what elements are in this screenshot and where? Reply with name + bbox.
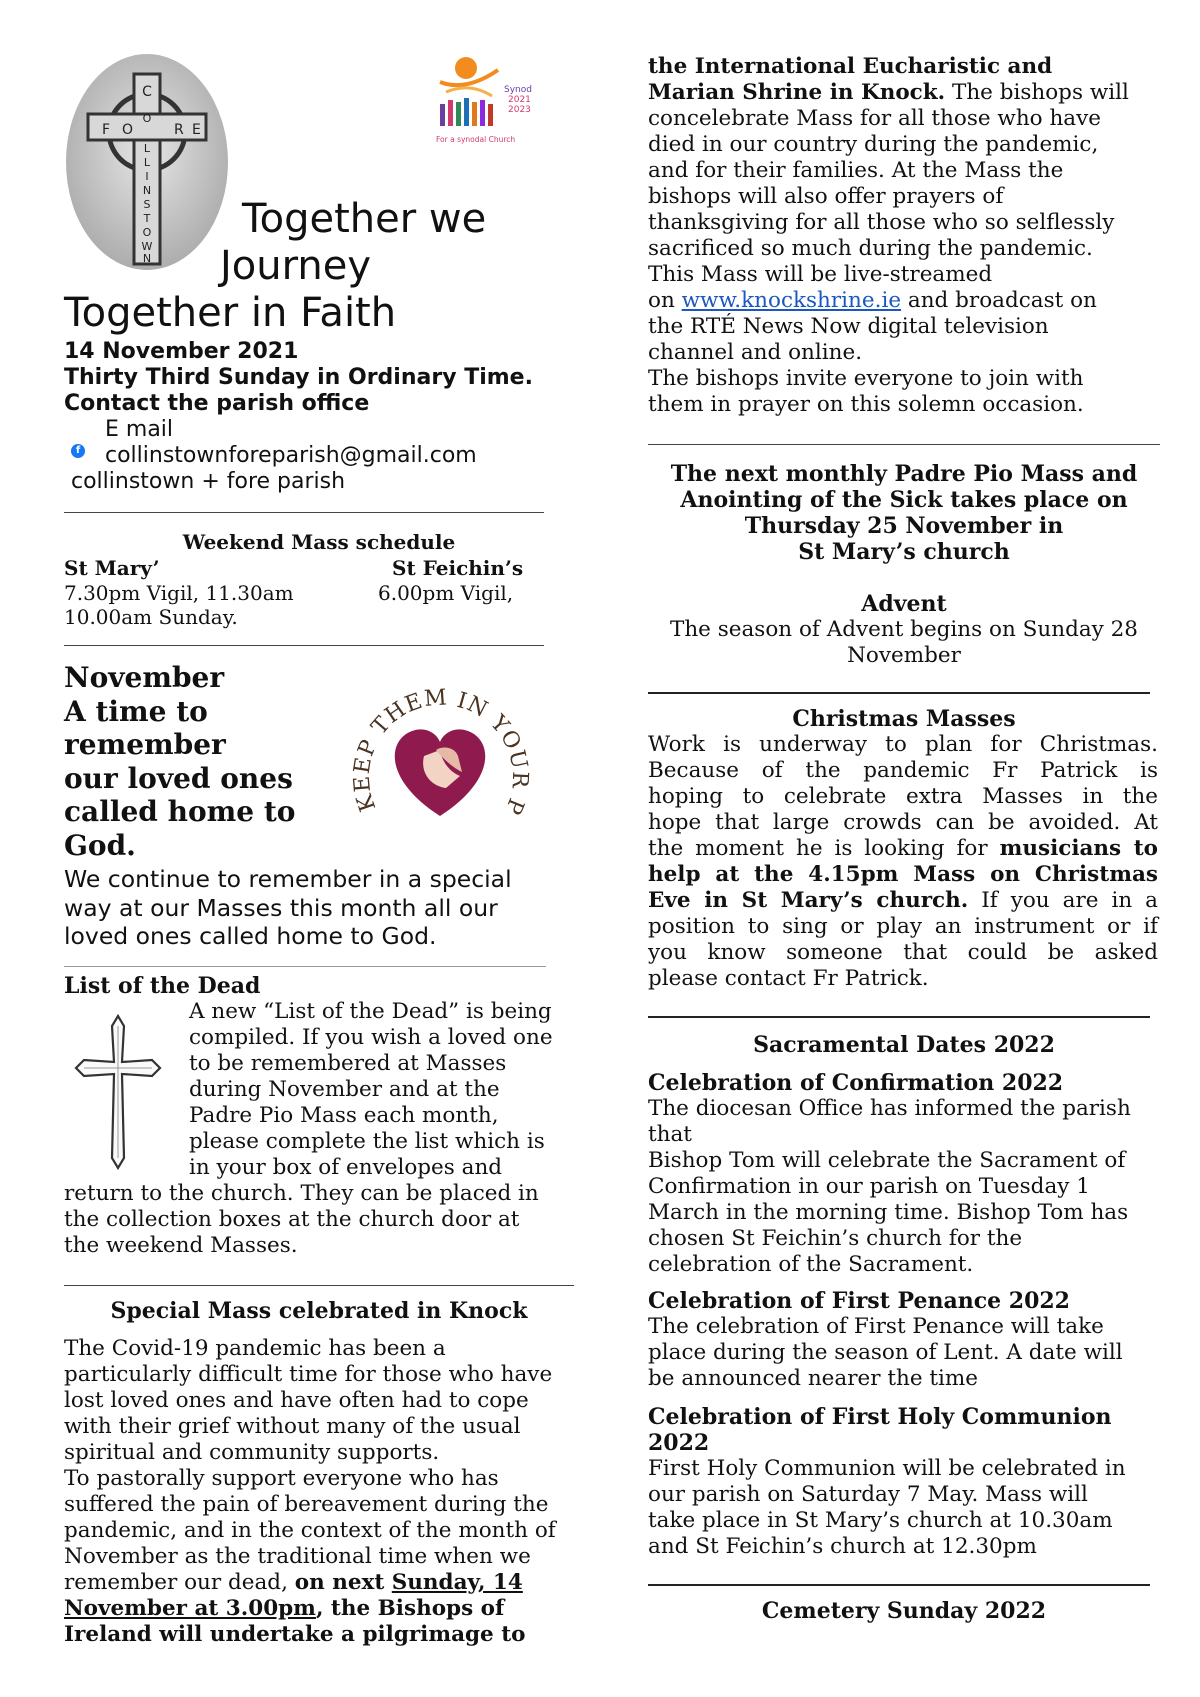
christmas-line: position to sing or play an instrument or if xyxy=(648,914,1158,939)
knock-continued xyxy=(648,54,1129,418)
penance-body xyxy=(648,1314,1123,1392)
divider xyxy=(648,692,1150,694)
svg-text:O: O xyxy=(122,122,134,138)
knock-text: remember our dead, xyxy=(64,1570,295,1595)
knock-cont-text: on xyxy=(648,288,682,313)
christmas-heading: Christmas Masses xyxy=(792,706,1016,732)
divider xyxy=(648,1016,1150,1018)
confirmation-line: chosen St Feichin’s church for the xyxy=(648,1226,1023,1251)
dead-list-line: in your box of envelopes and xyxy=(189,1155,503,1180)
svg-text:F: F xyxy=(102,122,111,138)
penance-line: The celebration of First Penance will take xyxy=(648,1314,1104,1339)
st-mary-times-1: 7.30pm Vigil, 11.30am xyxy=(64,581,294,605)
svg-text:N: N xyxy=(142,184,152,197)
christmas-line-musicians xyxy=(648,836,1158,862)
knock-cont-text: The bishops will xyxy=(945,80,1129,105)
november-heading-line: A time to xyxy=(64,694,208,728)
knock-line-pilgrimage: Ireland will undertake a pilgrimage to xyxy=(64,1622,526,1647)
svg-text:E: E xyxy=(192,122,201,138)
knock-cont-line: and for their families. At the Mass the xyxy=(648,158,1064,183)
padre-pio-line: The next monthly Padre Pio Mass and xyxy=(670,461,1138,487)
christmas-line: hoping to celebrate extra Masses in the xyxy=(648,784,1158,809)
knock-heading: Special Mass celebrated in Knock xyxy=(110,1298,528,1324)
christmas-line: hope that large crowds can be avoided. At xyxy=(648,810,1158,835)
confirmation-line: Confirmation in our parish on Tuesday 1 xyxy=(648,1174,1090,1199)
padre-pio-line: Anointing of the Sick takes place on xyxy=(680,487,1128,513)
padre-pio-line: St Mary’s church xyxy=(798,539,1010,565)
svg-text:C: C xyxy=(142,84,152,100)
title-line-2: Journey xyxy=(220,243,371,289)
dead-list-body-indented xyxy=(189,999,553,1181)
email-label: E mail xyxy=(105,417,174,442)
knock-cont-line: the International Eucharistic and xyxy=(648,54,1053,79)
communion-heading-line: Celebration of First Holy Communion xyxy=(648,1404,1112,1430)
parish-email[interactable]: collinstownforeparish@gmail.com xyxy=(105,443,477,468)
november-heading-line: our loved ones xyxy=(64,761,293,795)
confirmation-heading: Celebration of Confirmation 2022 xyxy=(648,1070,1064,1096)
christmas-body xyxy=(648,732,1158,992)
contact-heading: Contact the parish office xyxy=(64,391,370,416)
title-line-3: Together in Faith xyxy=(64,290,397,336)
knock-cont-text: and broadcast on xyxy=(901,288,1097,313)
dead-list-line: during November and at the xyxy=(189,1077,500,1102)
christmas-text: the moment he is looking for xyxy=(648,836,1000,861)
knock-line: pandemic, and in the context of the month of xyxy=(64,1518,556,1543)
synod-tagline: For a synodal Church xyxy=(436,135,516,144)
knock-cont-line: sacrificed so much during the pandemic. xyxy=(648,236,1093,261)
svg-text:W: W xyxy=(141,240,153,253)
cemetery-heading: Cemetery Sunday 2022 xyxy=(761,1598,1047,1624)
st-mary-times-2: 10.00am Sunday. xyxy=(64,605,238,629)
mass-schedule-heading: Weekend Mass schedule xyxy=(182,530,456,554)
knock-line-time xyxy=(64,1596,556,1622)
knock-cont-line: bishops will also offer prayers of xyxy=(648,184,1004,209)
facebook-page-name[interactable]: collinstown + fore parish xyxy=(71,469,346,494)
keep-them-in-your-prayers-badge xyxy=(350,676,530,836)
knock-date-underlined: Sunday, 14 xyxy=(391,1570,523,1595)
november-body xyxy=(64,865,512,951)
christmas-text-bold: musicians to xyxy=(999,836,1158,861)
knock-cont-line: concelebrate Mass for all those who have xyxy=(648,106,1101,131)
knock-line: lost loved ones and have often had to cope xyxy=(64,1388,529,1413)
november-heading-line: November xyxy=(64,661,225,694)
communion-heading xyxy=(648,1404,1112,1456)
title-line-1: Together we xyxy=(242,196,487,242)
dead-list-heading: List of the Dead xyxy=(64,973,261,999)
christmas-text-bold: Eve in St Mary’s church. xyxy=(648,888,969,913)
christmas-line-church xyxy=(648,888,1158,914)
communion-heading-line: 2022 xyxy=(648,1430,710,1456)
communion-line: our parish on Saturday 7 May. Mass will xyxy=(648,1482,1088,1507)
knock-line: suffered the pain of bereavement during the xyxy=(64,1492,549,1517)
liturgical-sunday: Thirty Third Sunday in Ordinary Time. xyxy=(64,365,533,390)
christmas-text: If you are in a xyxy=(968,888,1159,913)
knock-line: November as the traditional time when we xyxy=(64,1544,531,1569)
synod-word: Synod xyxy=(504,85,532,95)
svg-text:N: N xyxy=(142,252,152,265)
sacramental-heading: Sacramental Dates 2022 xyxy=(753,1032,1055,1058)
penance-heading: Celebration of First Penance 2022 xyxy=(648,1288,1070,1314)
christmas-line: you know someone that could be asked xyxy=(648,940,1158,965)
svg-text:O: O xyxy=(142,226,152,239)
advent-body xyxy=(648,617,1160,669)
communion-body xyxy=(648,1456,1126,1560)
svg-text:O: O xyxy=(142,112,152,125)
bulletin-date: 14 November 2021 xyxy=(64,339,299,364)
penance-line: be announced nearer the time xyxy=(648,1366,979,1391)
dead-list-body-full xyxy=(64,1181,539,1259)
knock-line: particularly difficult time for those who have xyxy=(64,1362,553,1387)
svg-text:L: L xyxy=(143,142,151,155)
communion-line: take place in St Mary’s church at 10.30am xyxy=(648,1508,1113,1533)
confirmation-body xyxy=(648,1096,1131,1278)
november-body-line: loved ones called home to God. xyxy=(64,922,437,950)
dead-list-line: please complete the list which is xyxy=(189,1129,545,1154)
knock-text-bold: on next xyxy=(294,1570,392,1595)
knock-line: To pastorally support everyone who has xyxy=(64,1466,499,1491)
padre-pio-line: Thursday 25 November in xyxy=(744,513,1064,539)
knock-cont-line: died in our country during the pandemic, xyxy=(648,132,1099,157)
november-heading xyxy=(64,661,295,862)
knock-line: The Covid-19 pandemic has been a xyxy=(64,1336,446,1361)
dead-list-line: Padre Pio Mass each month, xyxy=(189,1103,499,1128)
svg-text:T: T xyxy=(143,212,151,225)
november-body-line: way at our Masses this month all our xyxy=(64,893,498,922)
parish-cross-logo xyxy=(64,52,230,272)
communion-line: and St Feichin’s church at 12.30pm xyxy=(648,1534,1037,1559)
svg-text:I: I xyxy=(145,170,149,183)
cross-icon xyxy=(72,1012,164,1172)
knock-body xyxy=(64,1336,556,1648)
church-st-feichin: St Feichin’s xyxy=(392,556,524,580)
padre-pio-notice xyxy=(648,461,1160,565)
knock-cont-line: The bishops invite everyone to join with xyxy=(648,366,1084,391)
penance-line: place during the season of Lent. A date will xyxy=(648,1340,1123,1365)
divider xyxy=(64,512,544,513)
confirmation-line: Bishop Tom will celebrate the Sacrament of xyxy=(648,1148,1126,1173)
synod-year-start: 2021 xyxy=(508,95,531,105)
christmas-line: please contact Fr Patrick. xyxy=(648,966,929,991)
dead-list-line: compiled. If you wish a loved one xyxy=(189,1025,553,1050)
november-heading-line: God. xyxy=(64,828,136,862)
communion-line: First Holy Communion will be celebrated in xyxy=(648,1456,1126,1481)
knock-cont-line: them in prayer on this solemn occasion. xyxy=(648,392,1084,417)
knock-line: spiritual and community supports. xyxy=(64,1440,440,1465)
svg-text:R: R xyxy=(174,122,184,138)
christmas-line: Work is underway to plan for Christmas. xyxy=(648,732,1158,757)
dead-list-line: the weekend Masses. xyxy=(64,1233,298,1258)
knock-text-bold: , the Bishops of xyxy=(315,1596,505,1621)
advent-line: The season of Advent begins on Sunday 28 xyxy=(669,617,1138,642)
synod-logo xyxy=(426,52,548,154)
confirmation-line: celebration of the Sacrament. xyxy=(648,1252,974,1277)
church-st-mary: St Mary’ xyxy=(64,556,160,580)
svg-text:S: S xyxy=(143,198,151,211)
confirmation-line: that xyxy=(648,1122,692,1147)
confirmation-line: The diocesan Office has informed the parish xyxy=(648,1096,1131,1121)
advent-heading: Advent xyxy=(861,591,947,617)
dead-list-line: return to the church. They can be placed in xyxy=(64,1181,539,1206)
advent-line: November xyxy=(847,643,961,668)
knock-line-date xyxy=(64,1570,556,1596)
knock-cont-line: the RTÉ News Now digital television xyxy=(648,314,1049,339)
synod-year-end: 2023 xyxy=(508,105,531,115)
dead-list-line: the collection boxes at the church door at xyxy=(64,1207,520,1232)
knock-cont-line: channel and online. xyxy=(648,340,863,365)
knock-line: with their grief without many of the usual xyxy=(64,1414,521,1439)
confirmation-line: March in the morning time. Bishop Tom has xyxy=(648,1200,1129,1225)
badge-text: KEEP THEM IN YOUR P xyxy=(350,685,530,819)
svg-text:L: L xyxy=(143,156,151,169)
dead-list-line: to be remembered at Masses xyxy=(189,1051,507,1076)
divider xyxy=(64,966,546,967)
dead-list-line: A new “List of the Dead” is being xyxy=(189,999,552,1024)
knock-cont-line: This Mass will be live-streamed xyxy=(648,262,993,287)
knock-shrine-name: Marian Shrine in Knock. xyxy=(648,80,946,105)
divider xyxy=(648,1584,1150,1586)
knock-time-underlined: November at 3.00pm xyxy=(64,1596,316,1621)
christmas-line: Because of the pandemic Fr Patrick is xyxy=(648,758,1158,783)
divider xyxy=(64,1285,574,1286)
facebook-icon: f xyxy=(71,444,85,458)
november-body-line: We continue to remember in a special xyxy=(64,865,512,893)
divider xyxy=(64,645,544,646)
knock-shrine-link[interactable]: www.knockshrine.ie xyxy=(681,288,902,313)
st-feichin-times-1: 6.00pm Vigil, xyxy=(378,581,514,605)
christmas-line: help at the 4.15pm Mass on Christmas xyxy=(648,862,1158,887)
divider xyxy=(648,444,1160,445)
november-heading-line: remember xyxy=(64,728,226,761)
knock-cont-line: thanksgiving for all those who so selflessly xyxy=(648,210,1115,235)
november-heading-line: called home to xyxy=(64,795,296,828)
